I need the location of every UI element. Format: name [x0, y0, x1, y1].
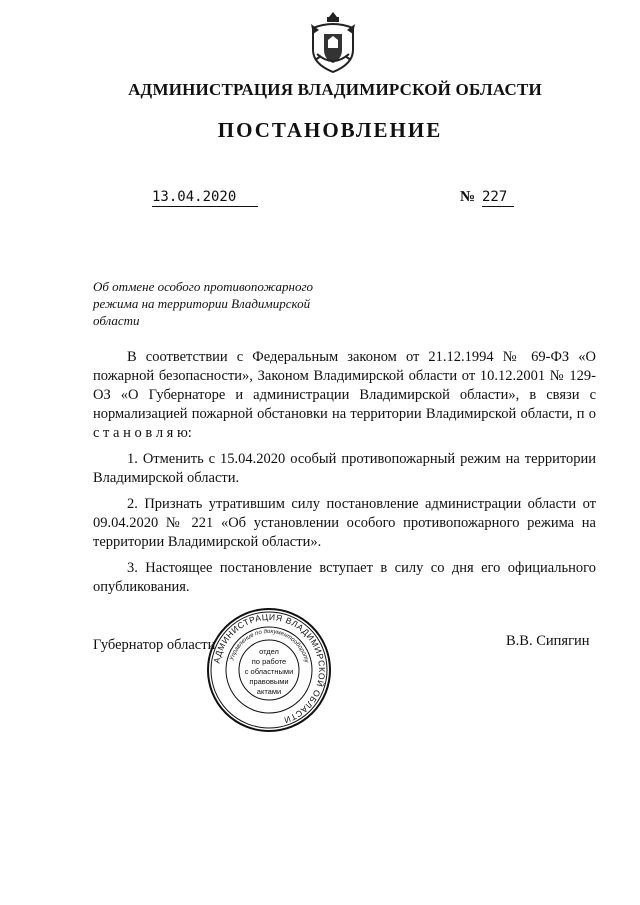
list-item: 1. Отменить с 15.04.2020 особый противопожарный режим на территории Владимирской области.: [93, 451, 596, 486]
stamp-center-line: правовыми: [249, 677, 289, 686]
stamp-inner-ring-text: Управление по документообороту: [229, 628, 310, 664]
stamp-center-line: отдел: [259, 647, 279, 656]
stamp-center-line: с областными: [244, 667, 294, 676]
document-type: ПОСТАНОВЛЕНИЕ: [217, 118, 443, 142]
official-stamp: [206, 607, 332, 733]
list-item: 2. Признать утратившим силу постановление администрации области от 09.04.2020 № 221 «Об установлении особого противопожарного режима на территории Владимирской области».: [93, 496, 596, 550]
stamp-center-line: по работе: [251, 657, 287, 666]
signer-title: Губернатор области: [93, 637, 216, 653]
document-subject: Об отмене особого противопожарного режима на территории Владимирской области: [93, 279, 314, 328]
organization-title: АДМИНИСТРАЦИЯ ВЛАДИМИРСКОЙ ОБЛАСТИ: [128, 80, 542, 99]
list-item: 3. Настоящее постановление вступает в силу со дня его официального опубликования.: [93, 560, 596, 595]
coat-of-arms-icon: [307, 10, 359, 74]
preamble-paragraph: В соответствии с Федеральным законом от 21.12.1994 № 69-ФЗ «О пожарной безопасности», Законом Владимирской области от 10.12.2001 № 129-ОЗ «О Губернаторе и администрации Владимирской области», в связи с нормализацией пожарной обстановки на территории Владимирской области, п о с т а н о в л я ю:: [93, 349, 596, 441]
document-date: 13.04.2020: [152, 189, 258, 207]
number-sign: №: [460, 189, 476, 205]
document-number: 227: [482, 189, 514, 207]
stamp-ring-text: АДМИНИСТРАЦИЯ ВЛАДИМИРСКОЙ ОБЛАСТИ: [211, 611, 328, 726]
stamp-center-line: актами: [256, 687, 282, 696]
signer-name: В.В. Сипягин: [506, 633, 590, 649]
document-body: [93, 348, 596, 604]
